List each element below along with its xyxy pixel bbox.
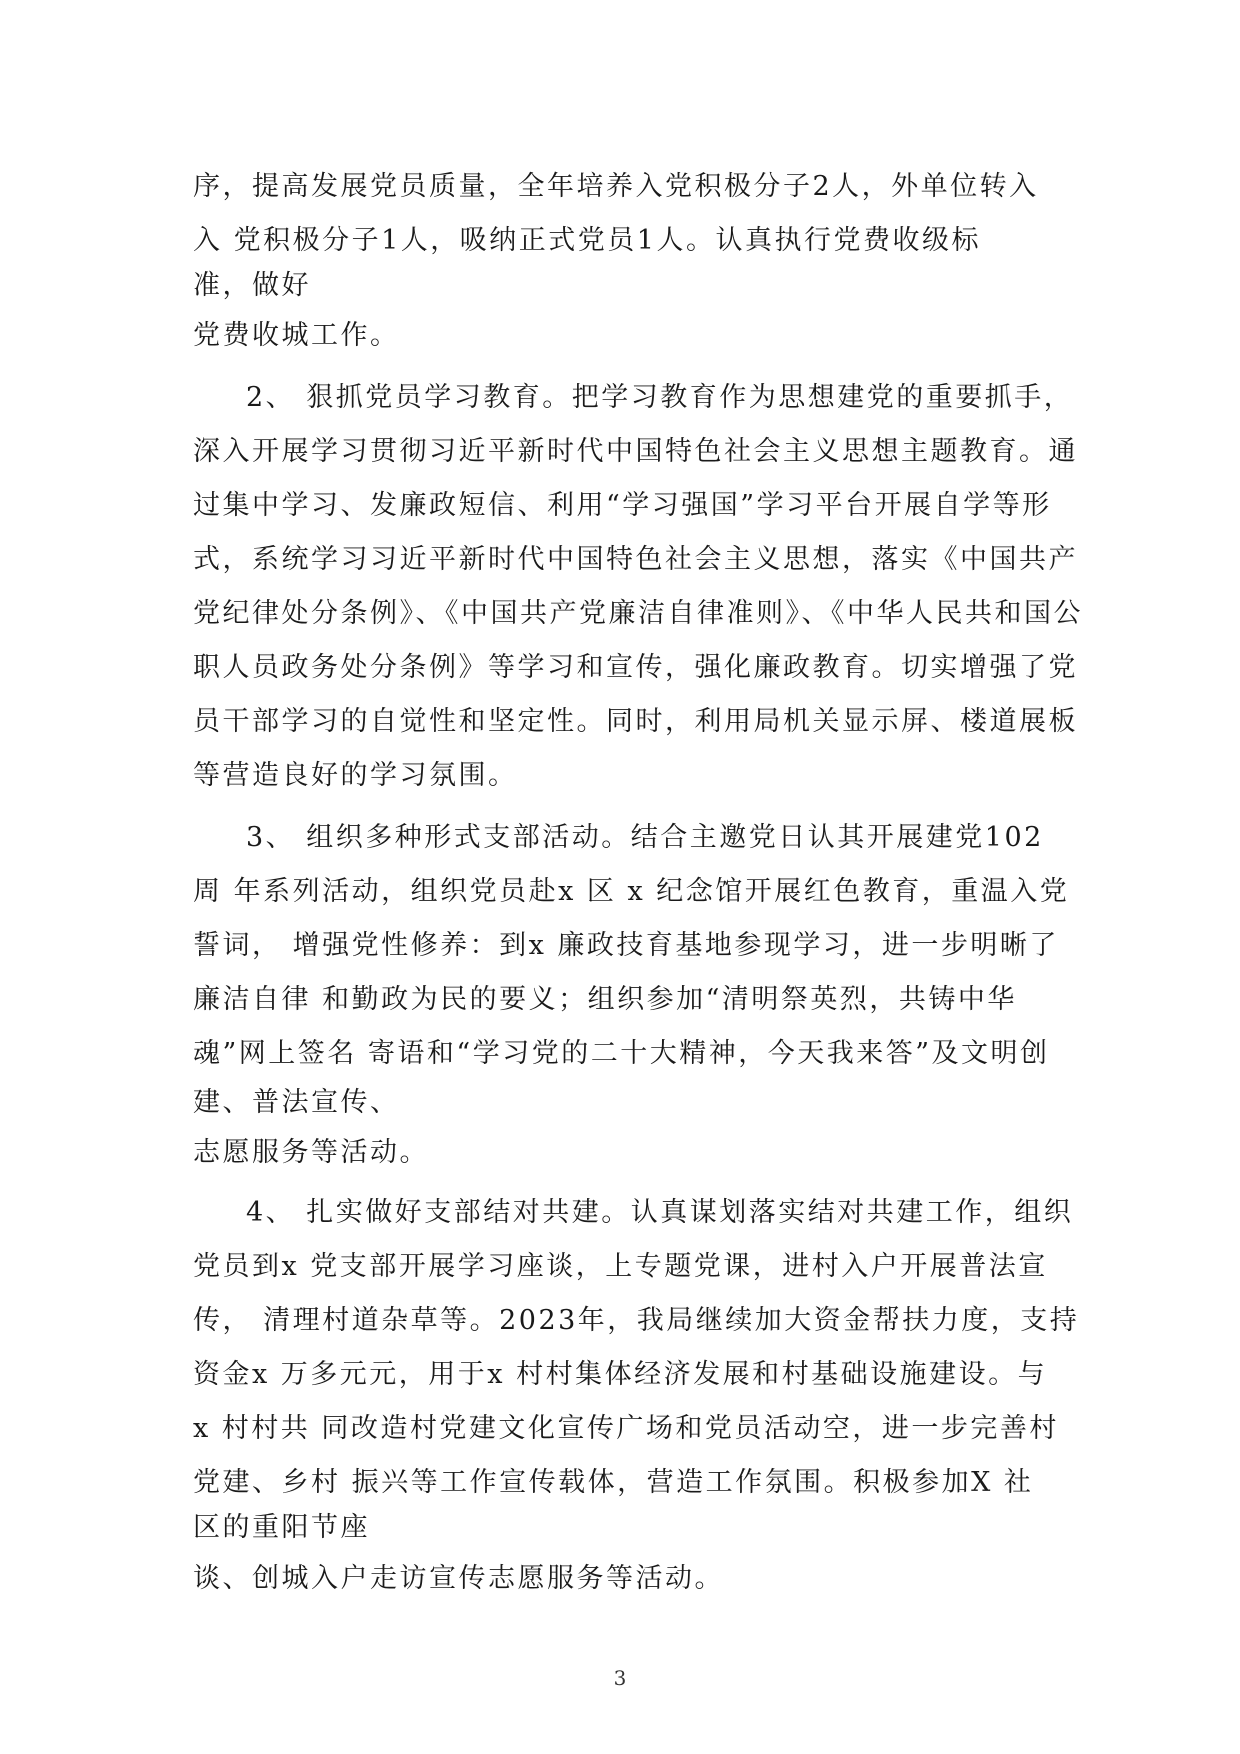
paragraph-line: 入 党积极分子1人，吸纳正式党员1人。认真执行党费收级标 xyxy=(193,225,981,256)
paragraph-line: x 村村共 同改造村党建文化宣传广场和党员活动空，进一步完善村 xyxy=(193,1413,1059,1444)
paragraph-line: 式，系统学习习近平新时代中国特色社会主义思想，落实《中国共产 xyxy=(193,544,1078,575)
paragraph-line: 深入开展学习贯彻习近平新时代中国特色社会主义思想主题教育。通 xyxy=(193,436,1078,467)
paragraph-line: 区的重阳节座 xyxy=(193,1512,370,1543)
paragraph-line: 2、 狠抓党员学习教育。把学习教育作为思想建党的重要抓手， xyxy=(246,382,1074,413)
paragraph-line: 员干部学习的自觉性和坚定性。同时，利用局机关显示屏、楼道展板 xyxy=(193,706,1078,737)
paragraph-line: 志愿服务等活动。 xyxy=(193,1137,429,1168)
paragraph-line: 周 年系列活动，组织党员赴x 区 x 纪念馆开展红色教育，重温入党 xyxy=(193,876,1070,907)
paragraph-line: 职人员政务处分条例》等学习和宣传，强化廉政教育。切实增强了党 xyxy=(193,652,1078,683)
paragraph-line: 准，做好 xyxy=(193,270,311,301)
page-number: 3 xyxy=(613,1666,627,1690)
paragraph-line: 谈、创城入户走访宣传志愿服务等活动。 xyxy=(193,1563,724,1594)
paragraph-line: 资金x 万多元元，用于x 村村集体经济发展和村基础设施建设。与 xyxy=(193,1359,1048,1390)
paragraph-line: 魂”网上签名 寄语和“学习党的二十大精神，今天我来答”及文明创 xyxy=(193,1038,1050,1069)
paragraph-line: 党建、乡村 振兴等工作宣传载体，营造工作氛围。积极参加X 社 xyxy=(193,1467,1034,1498)
paragraph-line: 传， 清理村道杂草等。2023年，我局继续加大资金帮扶力度，支持 xyxy=(193,1305,1080,1336)
paragraph-line: 等营造良好的学习氛围。 xyxy=(193,760,518,791)
paragraph-line: 建、普法宣传、 xyxy=(193,1087,400,1118)
paragraph-line: 党员到x 党支部开展学习座谈，上专题党课，进村入户开展普法宣 xyxy=(193,1251,1048,1282)
paragraph-line: 3、 组织多种形式支部活动。结合主邀党日认其开展建党102 xyxy=(246,822,1044,853)
paragraph-line: 过集中学习、发廉政短信、利用“学习强国”学习平台开展自学等形 xyxy=(193,490,1052,521)
paragraph-line: 序，提高发展党员质量，全年培养入党积极分子2人，外单位转入 xyxy=(193,171,1039,202)
paragraph-line: 党费收城工作。 xyxy=(193,320,400,351)
paragraph-line: 廉洁自律 和勤政为民的要义；组织参加“清明祭英烈，共铸中华 xyxy=(193,984,1017,1015)
paragraph-line: 4、 扎实做好支部结对共建。认真谋划落实结对共建工作，组织 xyxy=(246,1197,1074,1228)
paragraph-line: 誓词， 增强党性修养：到x 廉政技育基地参现学习，进一步明晰了 xyxy=(193,930,1059,961)
paragraph-line: 党纪律处分条例》、《中国共产党廉洁自律准则》、《中华人民共和国公 xyxy=(193,598,1083,629)
